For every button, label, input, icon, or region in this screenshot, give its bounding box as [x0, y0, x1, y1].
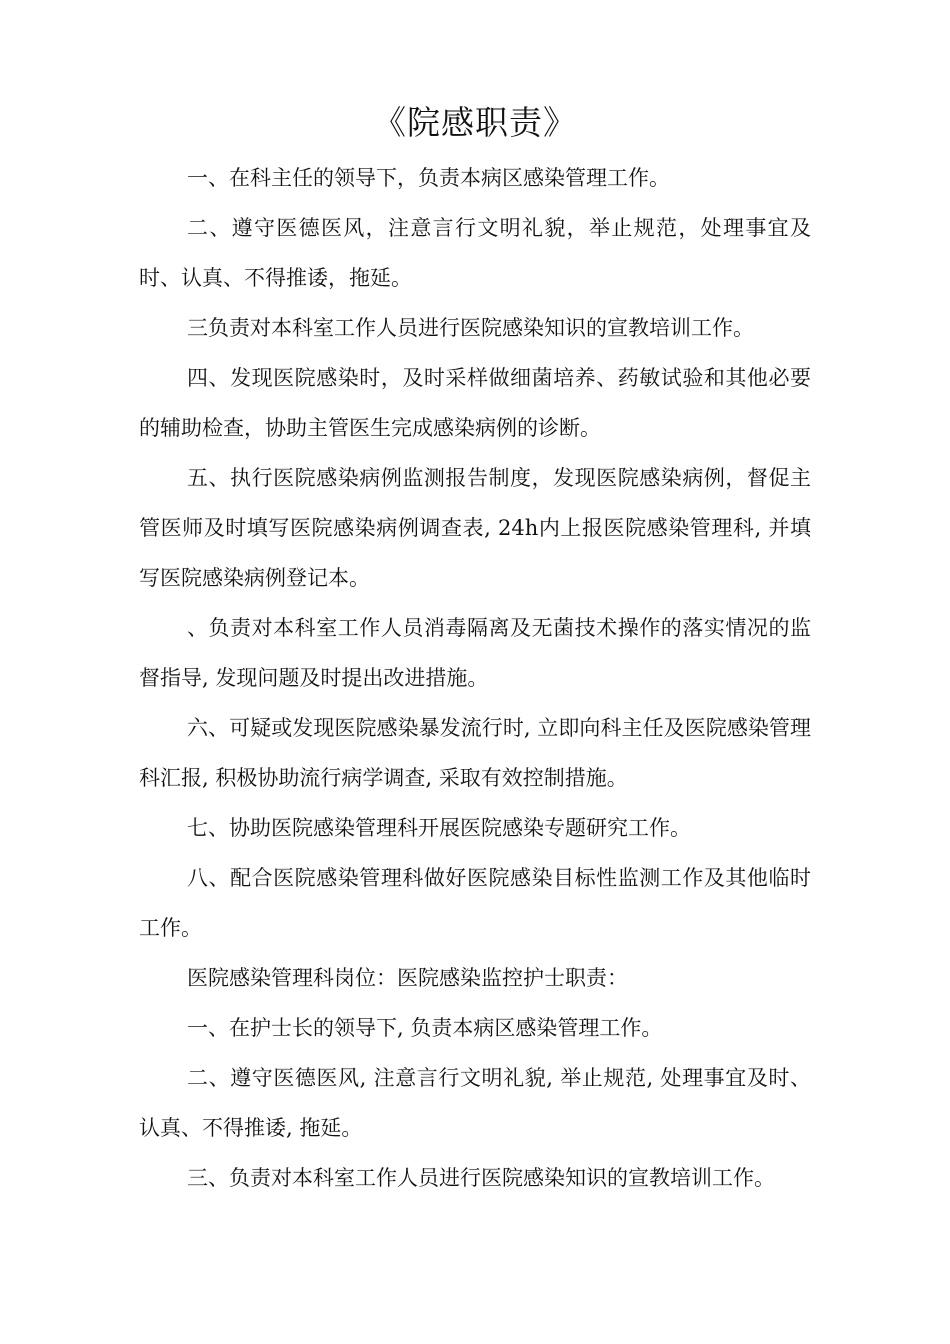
paragraph-10: 一、在护士长的领导下, 负责本病区感染管理工作。: [187, 1016, 663, 1040]
paragraph-2: 二、遵守医德医风，注意言行文明礼貌，举止规范，处理事宜及时、认真、不得推诿，拖延。: [139, 216, 811, 290]
paragraph-4: 四、发现医院感染时，及时采样做细菌培养、药敏试验和其他必要的辅助检查，协助主管医生完成感染病例的诊断。: [139, 366, 811, 440]
paragraph-3: 三负责对本科室工作人员进行医院感染知识的宣教培训工作。: [187, 316, 754, 340]
paragraph-11: 二、遵守医德医风, 注意言行文明礼貌, 举止规范, 处理事宜及时、认真、不得推诿, 拖延。: [139, 1066, 811, 1140]
section-heading: 医院感染管理科岗位：医院感染监控护士职责：: [187, 966, 628, 990]
document-title: 《院感职责》: [373, 103, 577, 142]
paragraph-8: 七、协助医院感染管理科开展医院感染专题研究工作。: [187, 816, 691, 840]
paragraph-1: 一、在科主任的领导下，负责本病区感染管理工作。: [187, 166, 670, 190]
paragraph-9: 八、配合医院感染管理科做好医院感染目标性监测工作及其他临时工作。: [139, 866, 811, 940]
document-body: [139, 153, 811, 1203]
paragraph-5: 五、执行医院感染病例监测报告制度，发现医院感染病例，督促主管医师及时填写医院感染病例调查表, 24h内上报医院感染管理科, 并填写医院感染病例登记本。: [139, 466, 811, 590]
paragraph-12: 三、负责对本科室工作人员进行医院感染知识的宣教培训工作。: [187, 1166, 775, 1190]
paragraph-6: 、负责对本科室工作人员消毒隔离及无菌技术操作的落实情况的监督指导, 发现问题及时提出改进措施。: [139, 616, 811, 690]
paragraph-7: 六、可疑或发现医院感染暴发流行时, 立即向科主任及医院感染管理科汇报, 积极协助流行病学调查, 采取有效控制措施。: [139, 716, 811, 790]
